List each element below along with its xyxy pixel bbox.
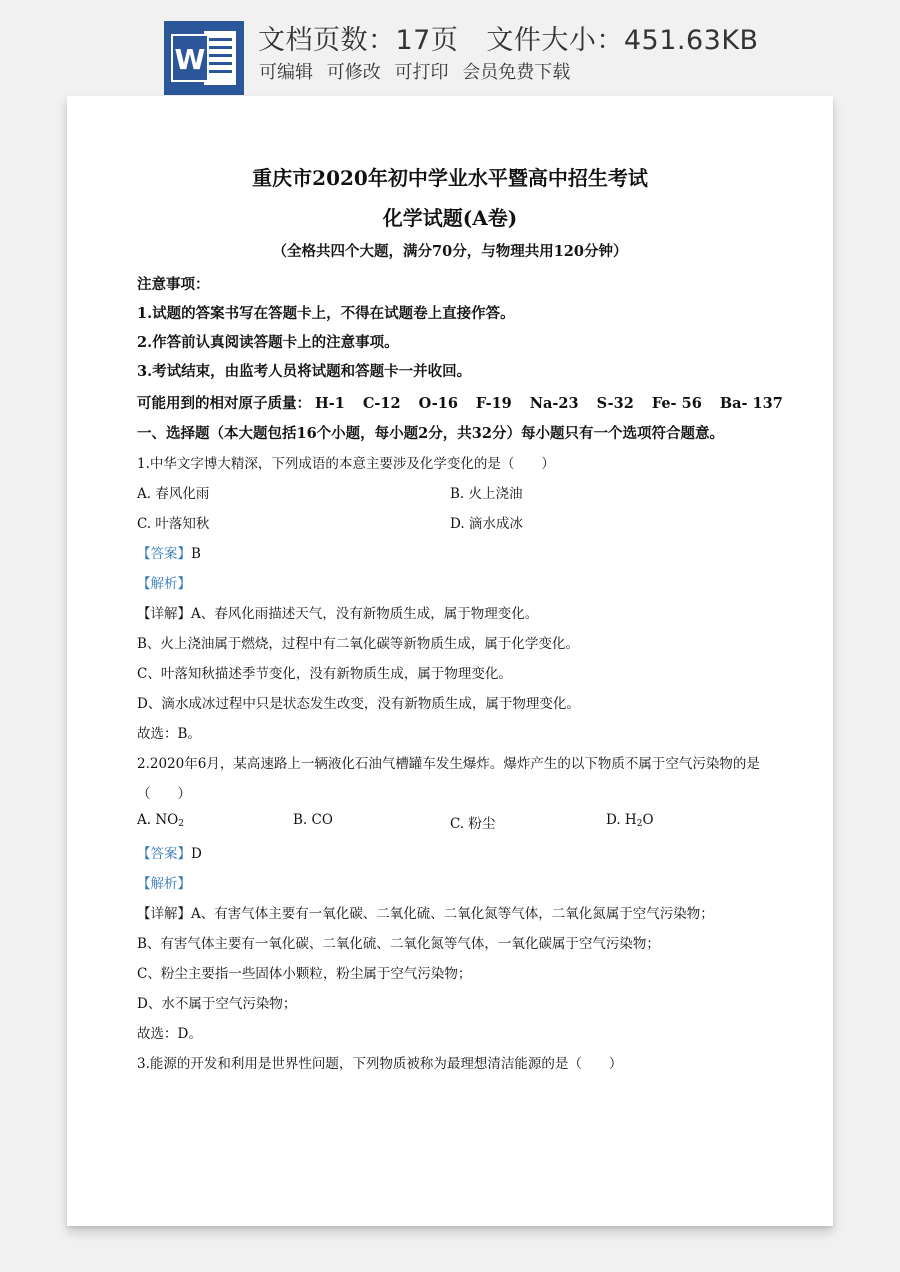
feature-editable: 可编辑 — [259, 62, 313, 83]
feature-list — [259, 58, 578, 84]
detail-text: A、春风化雨描述天气，没有新物质生成，属于物理变化。 — [191, 606, 539, 622]
option-text: D. H — [606, 812, 637, 828]
question-2-stem: 2.2020年6月，某高速路上一辆液化石油气槽罐车发生爆炸。爆炸产生的以下物质不属于空气污染物的是 — [137, 756, 760, 772]
q2-answer — [137, 842, 202, 862]
atomic-mass-line — [137, 392, 801, 413]
word-document-icon — [164, 21, 244, 95]
q2-option-d — [606, 812, 654, 829]
q1-option-a: A. 春风化雨 — [137, 486, 210, 502]
notice-item: 1.试题的答案书写在答题卡上，不得在试题卷上直接作答。 — [137, 305, 515, 322]
q2-analysis-tag: 【解析】 — [137, 876, 191, 892]
atomic-mass-label: 可能用到的相对原子质量： — [137, 395, 311, 412]
answer-value: B — [191, 546, 201, 562]
question-2-stem-cont: （ ） — [137, 786, 191, 802]
file-size-label: 文件大小：451.63KB — [486, 25, 759, 56]
exam-note: （全格共四个大题，满分70分，与物理共用120分钟） — [272, 243, 628, 260]
document-stats — [258, 18, 759, 57]
atomic-mass: F-19 — [475, 395, 512, 412]
q2-detail: C、粉尘主要指一些固体小颗粒，粉尘属于空气污染物； — [137, 966, 472, 982]
option-text: A. NO — [137, 812, 179, 828]
answer-tag: 【答案】 — [137, 846, 191, 862]
subscript: 2 — [178, 819, 184, 829]
notice-heading: 注意事项： — [137, 276, 210, 293]
detail-text: A、有害气体主要有一氧化碳、二氧化硫、二氧化氮等气体，二氧化氮属于空气污染物； — [191, 906, 714, 922]
q1-detail: D、滴水成冰过程中只是状态发生改变，没有新物质生成，属于物理变化。 — [137, 696, 580, 712]
subscript: 2 — [636, 819, 643, 829]
detail-tag: 【详解】 — [137, 906, 191, 922]
notice-item: 3.考试结束，由监考人员将试题和答题卡一并收回。 — [137, 363, 472, 380]
q1-detail: C、叶落知秋描述季节变化，没有新物质生成，属于物理变化。 — [137, 666, 512, 682]
q2-option-c: C. 粉尘 — [450, 816, 496, 832]
atomic-mass: C-12 — [362, 395, 401, 412]
q1-analysis-tag: 【解析】 — [137, 576, 191, 592]
notice-item: 2.作答前认真阅读答题卡上的注意事项。 — [137, 334, 399, 351]
q2-option-a — [137, 812, 184, 829]
atomic-mass: Fe- 56 — [651, 395, 702, 412]
document-page — [67, 96, 833, 1226]
q1-answer — [137, 542, 201, 562]
svg-text:W: W — [174, 43, 206, 76]
section-heading: 一、选择题（本大题包括16个小题，每小题2分，共32分）每小题只有一个选项符合题意。 — [137, 425, 724, 442]
atomic-mass: H-1 — [315, 395, 345, 412]
atomic-mass: Na-23 — [529, 395, 579, 412]
atomic-mass: O-16 — [418, 395, 458, 412]
q2-detail: D、水不属于空气污染物； — [137, 996, 297, 1012]
q1-option-d: D. 滴水成冰 — [450, 516, 523, 532]
q2-conclusion: 故选：D。 — [137, 1026, 202, 1042]
atomic-mass: S-32 — [596, 395, 634, 412]
q1-option-c: C. 叶落知秋 — [137, 516, 210, 532]
feature-member-download: 会员免费下载 — [462, 62, 571, 83]
q1-detail — [137, 602, 538, 622]
feature-modifiable: 可修改 — [326, 62, 381, 83]
question-3-stem: 3.能源的开发和利用是世界性问题，下列物质被称为最理想清洁能源的是（ ） — [137, 1056, 623, 1072]
detail-tag: 【详解】 — [137, 606, 191, 622]
answer-value: D — [191, 846, 202, 862]
document-info-banner — [0, 0, 900, 96]
q1-option-b: B. 火上浇油 — [450, 486, 523, 502]
option-text: O — [642, 812, 654, 828]
q2-detail — [137, 902, 714, 922]
q2-detail: B、有害气体主要有一氧化碳、二氧化硫、二氧化氮等气体，一氧化碳属于空气污染物； — [137, 936, 660, 952]
atomic-mass: Ba- 137 — [719, 395, 783, 412]
exam-subtitle: 化学试题(A卷) — [382, 206, 518, 230]
q1-detail: B、火上浇油属于燃烧，过程中有二氧化碳等新物质生成，属于化学变化。 — [137, 636, 579, 652]
question-1-stem: 1.中华文字博大精深，下列成语的本意主要涉及化学变化的是（ ） — [137, 456, 555, 472]
page-count-label: 文档页数：17页 — [258, 25, 459, 56]
exam-title: 重庆市2020年初中学业水平暨高中招生考试 — [252, 166, 648, 190]
q2-option-b: B. CO — [293, 812, 333, 828]
q1-conclusion: 故选：B。 — [137, 726, 201, 742]
answer-tag: 【答案】 — [137, 546, 191, 562]
feature-printable: 可打印 — [394, 62, 449, 83]
